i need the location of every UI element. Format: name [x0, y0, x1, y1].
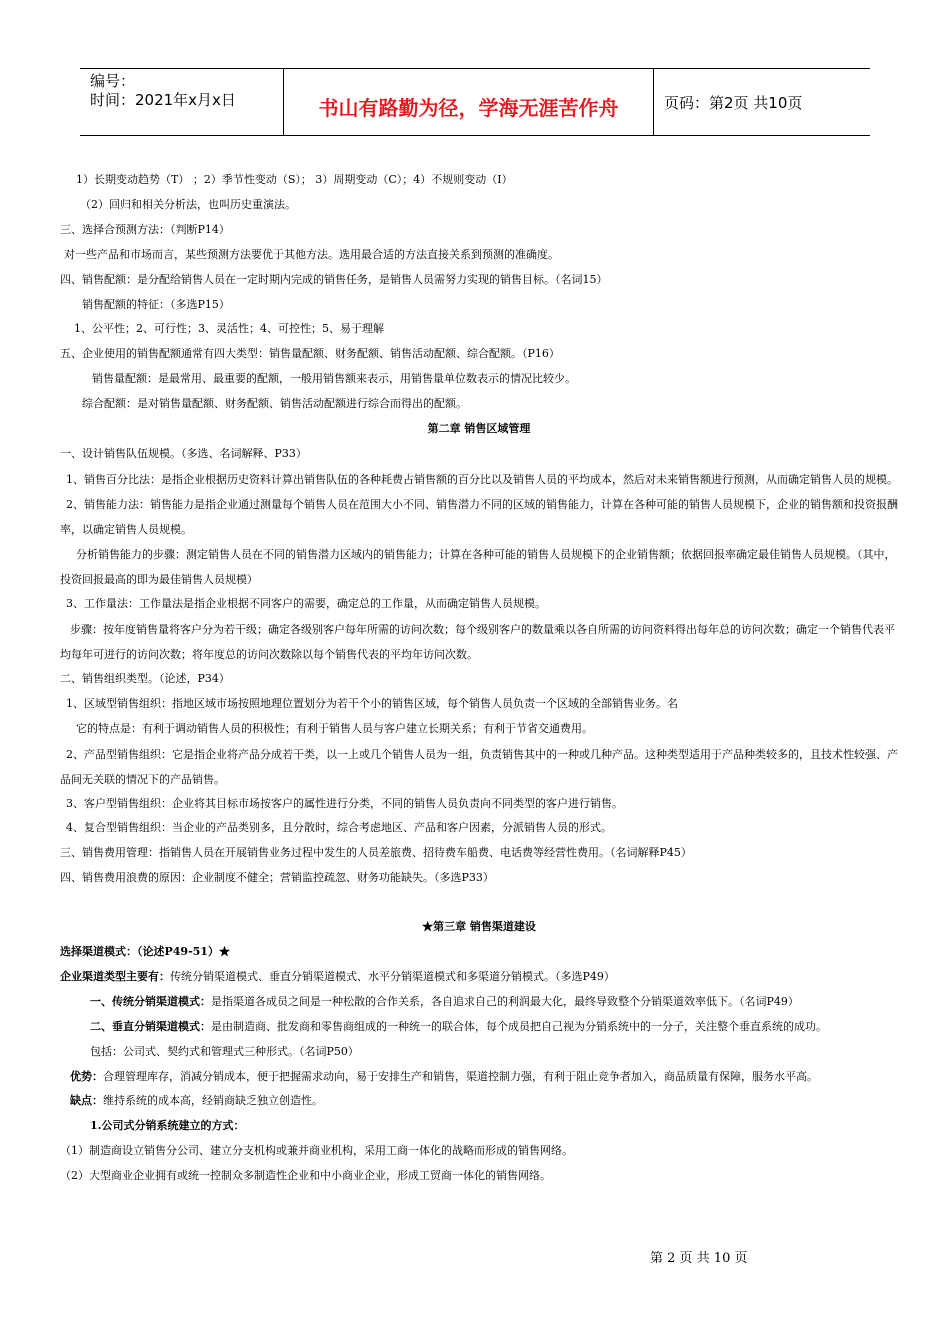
paragraph: 2、销售能力法：销售能力是指企业通过测量每个销售人员在范围大小不同、销售潜力不同的区域的销售能力，计算在各种可能的销售人员规模下，企业的销售额和投资报酬率，以确定销售人员规模。 — [60, 497, 898, 536]
paragraph: 1）长期变动趋势（T） ；2）季节性变动（S）； 3）周期变动（C）；4）不规则变动（I） — [76, 173, 513, 186]
paragraph: 它的特点是：有利于调动销售人员的积极性；有利于销售人员与客户建立长期关系；有利于节省交通费用。 — [76, 721, 593, 735]
paragraph: 1、公平性；2、可行性；3、灵活性；4、可控性；5、易于理解 — [74, 322, 384, 336]
section-heading: 四、销售费用浪费的原因：企业制度不健全；营销监控疏忽、财务功能缺失。（多选P33） — [60, 871, 494, 885]
paragraph: 1、区域型销售组织：指地区域市场按照地理位置划分为若干个小的销售区域，每个销售人员负责一个区域的全部销售业务。名 — [66, 696, 678, 710]
document-number-label: 编号： — [90, 72, 136, 90]
paragraph — [60, 1089, 898, 1114]
section-heading: 二、销售组织类型。（论述，P34） — [60, 671, 230, 685]
term-label: 二、垂直分销渠道模式： — [90, 1019, 211, 1033]
section-heading: 五、企业使用的销售配额通常有四大类型：销售量配额、财务配额、销售活动配额、综合配额。（P16） — [60, 347, 560, 361]
term-label: 缺点： — [70, 1094, 103, 1108]
paragraph: （1）制造商设立销售分公司、建立分支机构或兼并商业机构，采用工商一体化的战略而形成的销售网络。 — [60, 1144, 573, 1158]
section-heading: 三、选择合预测方法：（判断P14） — [60, 222, 230, 236]
paragraph — [60, 990, 898, 1015]
document-body — [60, 168, 898, 1189]
page-header — [80, 68, 870, 136]
paragraph: 3、工作量法：工作量法是指企业根据不同客户的需要，确定总的工作量，从而确定销售人员规模。 — [66, 596, 546, 610]
chapter-heading: ★第三章 销售渠道建设 — [422, 920, 536, 934]
paragraph: 销售配额的特征：（多选P15） — [82, 297, 230, 311]
term-label: 企业渠道类型主要有： — [60, 969, 170, 983]
paragraph: 分析销售能力的步骤：测定销售人员在不同的销售潜力区域内的销售能力；计算在各种可能的销售人员规模下的企业销售额；依据回报率确定最佳销售人员规模。（其中，投资回报最高的即为最佳销售人员规模） — [60, 547, 896, 586]
paragraph: 对一些产品和市场而言，某些预测方法要优于其他方法。选用最合适的方法直接关系到预测的准确度。 — [64, 247, 559, 261]
term-text: 是由制造商、批发商和零售商组成的一种统一的联合体，每个成员把自己视为分销系统中的一分子，关注整个垂直系统的成功。 — [211, 1019, 827, 1033]
section-heading: 一、设计销售队伍规模。（多选、名词解释、P33） — [60, 446, 307, 460]
paragraph — [60, 1065, 898, 1090]
section-heading: 选择渠道模式：（论述P49-51）★ — [60, 945, 230, 959]
term-text: 合理管理库存，消减分销成本，便于把握需求动向，易于安排生产和销售，渠道控制力强，有利于阻止竞争者加入，商品质量有保障，服务水平高。 — [103, 1069, 818, 1083]
header-motto: 书山有路勤为径，学海无涯苦作舟 — [318, 95, 619, 120]
term-text: 是指渠道各成员之间是一种松散的合作关系，各自追求自己的利润最大化，最终导致整个分销渠道效率低下。（名词P49） — [211, 994, 799, 1008]
paragraph: （2）大型商业企业拥有或统一控制众多制造性企业和中小商业企业，形成工贸商一体化的销售网络。 — [60, 1169, 551, 1183]
chapter-heading: 第二章 销售区域管理 — [427, 422, 531, 436]
section-heading: 四、销售配额：是分配给销售人员在一定时期内完成的销售任务，是销售人员需努力实现的销售目标。（名词15） — [60, 272, 608, 286]
paragraph: 1、销售百分比法：是指企业根据历史资料计算出销售队伍的各种耗费占销售额的百分比以及销售人员的平均成本，然后对未来销售额进行预测，从而确定销售人员的规模。 — [66, 472, 898, 486]
header-meta — [80, 69, 284, 135]
paragraph: 综合配额：是对销售量配额、财务配额、销售活动配额进行综合而得出的配额。 — [82, 397, 467, 411]
paragraph: 2、产品型销售组织：它是指企业将产品分成若干类，以一上或几个销售人员为一组，负责销售其中的一种或几种产品。这种类型适用于产品种类较多的，且技术性较强、产品间无关联的情况下的产品销售。 — [60, 747, 898, 786]
document-date: 时间：2021年x月x日 — [90, 91, 236, 109]
paragraph — [60, 1015, 898, 1040]
term-label: 一、传统分销渠道模式： — [90, 994, 211, 1008]
paragraph: 销售量配额：是最常用、最重要的配额，一般用销售额来表示，用销售量单位数表示的情况比较少。 — [92, 372, 576, 386]
paragraph: 4、复合型销售组织：当企业的产品类别多，且分散时，综合考虑地区、产品和客户因素，分派销售人员的形式。 — [66, 821, 612, 835]
page-footer: 第 2 页 共 10 页 — [650, 1251, 748, 1266]
spacer — [60, 891, 898, 915]
term-text: 传统分销渠道模式、垂直分销渠道模式、水平分销渠道模式和多渠道分销模式。（多选P49） — [170, 969, 615, 983]
header-motto-cell — [284, 69, 654, 135]
subsection-heading: 1.公司式分销系统建立的方式： — [90, 1119, 245, 1133]
paragraph: 3、客户型销售组织：企业将其目标市场按客户的属性进行分类，不同的销售人员负责向不同类型的客户进行销售。 — [66, 796, 623, 810]
paragraph: （2）回归和相关分析法，也叫历史重演法。 — [80, 197, 296, 211]
section-heading: 三、销售费用管理：指销售人员在开展销售业务过程中发生的人员差旅费、招待费车船费、电话费等经营性费用。（名词解释P45） — [60, 846, 692, 860]
paragraph: 包括：公司式、契约式和管理式三种形式。（名词P50） — [90, 1044, 359, 1058]
paragraph — [60, 965, 898, 990]
term-label: 优势： — [70, 1069, 103, 1083]
term-text: 维持系统的成本高，经销商缺乏独立创造性。 — [103, 1094, 323, 1108]
paragraph: 步骤：按年度销售量将客户分为若干级；确定各级别客户每年所需的访问次数；每个级别客户的数量乘以各自所需的访问资料得出每年总的访问次数；确定一个销售代表平均每年可进行的访问次数；将年度总的访问次数除以每个销售代表的平均年访问次数。 — [60, 622, 895, 661]
header-page-info: 页码：第2页 共10页 — [664, 93, 803, 112]
